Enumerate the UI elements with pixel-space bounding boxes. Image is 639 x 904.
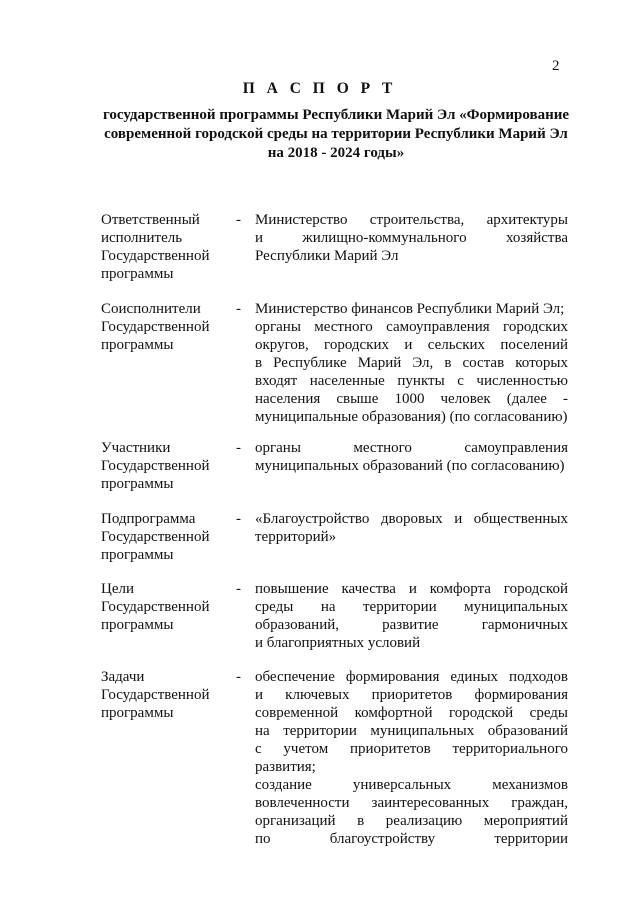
dash-separator: - bbox=[236, 669, 241, 685]
value-line: Республики Марий Эл bbox=[255, 248, 399, 264]
dash-separator: - bbox=[236, 511, 241, 527]
subtitle-line: государственной программы Республики Марий Эл «Формирование bbox=[102, 107, 570, 123]
value-line: населения свыше 1000 человек (далее - bbox=[255, 391, 568, 407]
label-line: Государственной bbox=[101, 529, 210, 545]
value-line: развития; bbox=[255, 759, 316, 775]
value-line: и благоприятных условий bbox=[255, 635, 421, 651]
section-value-goals bbox=[255, 580, 568, 652]
value-line: «Благоустройство дворовых и общественных bbox=[255, 511, 568, 527]
section-label-subprogram bbox=[101, 510, 231, 564]
value-line: образований, развитие гармоничных bbox=[255, 617, 568, 633]
label-line: Соисполнители bbox=[101, 301, 201, 317]
label-line: Государственной bbox=[101, 319, 210, 335]
dash-separator: - bbox=[236, 301, 241, 317]
section-value-tasks bbox=[255, 668, 568, 848]
label-line: программы bbox=[101, 547, 174, 563]
value-line: территорий» bbox=[255, 529, 337, 545]
value-line: на территории муниципальных образований bbox=[255, 723, 568, 739]
section-label-responsible bbox=[101, 211, 231, 283]
value-line: современной комфортной городской среды bbox=[255, 705, 568, 721]
label-line: программы bbox=[101, 337, 174, 353]
value-line: вовлеченности заинтересованных граждан, bbox=[255, 795, 568, 811]
label-line: Задачи bbox=[101, 669, 145, 685]
section-label-tasks bbox=[101, 668, 231, 722]
label-line: программы bbox=[101, 476, 174, 492]
label-line: Ответственный bbox=[101, 212, 200, 228]
dash-separator: - bbox=[236, 440, 241, 456]
value-line: Министерство финансов Республики Марий Эл; bbox=[255, 301, 565, 317]
section-label-goals bbox=[101, 580, 231, 634]
label-line: программы bbox=[101, 266, 174, 282]
value-line: и ключевых приоритетов формирования bbox=[255, 687, 568, 703]
label-line: Государственной bbox=[101, 248, 210, 264]
value-line: муниципальные образования) (по согласованию) bbox=[255, 409, 568, 425]
value-line: создание универсальных механизмов bbox=[255, 777, 568, 793]
value-line: по благоустройству территории bbox=[255, 831, 568, 847]
subtitle-line: на 2018 - 2024 годы» bbox=[267, 145, 405, 161]
label-line: Государственной bbox=[101, 458, 210, 474]
subtitle-line: современной городской среды на территории Республики Марий Эл bbox=[104, 126, 568, 142]
section-label-participants bbox=[101, 439, 231, 493]
section-label-coexecutors bbox=[101, 300, 231, 354]
value-line: органы местного самоуправления bbox=[255, 440, 568, 456]
label-line: программы bbox=[101, 617, 174, 633]
label-line: Государственной bbox=[101, 599, 210, 615]
label-line: Участники bbox=[101, 440, 171, 456]
value-line: муниципальных образований (по согласованию) bbox=[255, 458, 565, 474]
page-number: 2 bbox=[552, 58, 560, 74]
label-line: Цели bbox=[101, 581, 135, 597]
section-value-responsible bbox=[255, 211, 568, 265]
section-value-coexecutors bbox=[255, 300, 568, 426]
value-line: организаций в реализацию мероприятий bbox=[255, 813, 568, 829]
value-line: повышение качества и комфорта городской bbox=[255, 581, 568, 597]
dash-separator: - bbox=[236, 212, 241, 228]
dash-separator: - bbox=[236, 581, 241, 597]
label-line: Государственной bbox=[101, 687, 210, 703]
section-value-participants bbox=[255, 439, 568, 475]
value-line: входят населенные пункты с численностью bbox=[255, 373, 568, 389]
value-line: среды на территории муниципальных bbox=[255, 599, 568, 615]
value-line: округов, городских и сельских поселений bbox=[255, 337, 568, 353]
document-title: П А С П О Р Т bbox=[242, 80, 397, 97]
label-line: Подпрограмма bbox=[101, 511, 196, 527]
value-line: Министерство строительства, архитектуры bbox=[255, 212, 568, 228]
label-line: программы bbox=[101, 705, 174, 721]
label-line: исполнитель bbox=[101, 230, 183, 246]
value-line: с учетом приоритетов территориального bbox=[255, 741, 568, 757]
value-line: и жилищно-коммунального хозяйства bbox=[255, 230, 568, 246]
section-value-subprogram bbox=[255, 510, 568, 546]
value-line: органы местного самоуправления городских bbox=[255, 319, 568, 335]
value-line: обеспечение формирования единых подходов bbox=[255, 669, 568, 685]
value-line: в Республике Марий Эл, в состав которых bbox=[255, 355, 568, 371]
document-subtitle bbox=[86, 106, 586, 163]
